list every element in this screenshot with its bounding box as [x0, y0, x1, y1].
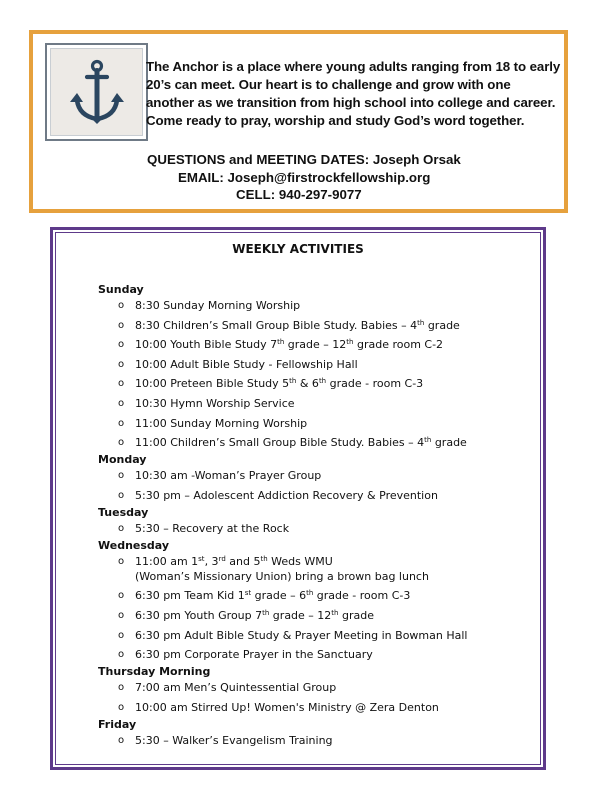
activity-item — [98, 318, 538, 333]
activity-text: 10:00 Preteen Bible Study 5th & 6th grade - room C-3 — [135, 377, 424, 391]
bullet-icon: o — [118, 734, 125, 746]
activity-text: 11:00 Sunday Morning Worship — [135, 416, 308, 430]
activity-item — [98, 647, 538, 662]
activity-text: 10:00 am Stirred Up! Women's Ministry @ Zera Denton — [135, 700, 439, 714]
weekly-activities-title: WEEKLY ACTIVITIES — [232, 242, 364, 256]
bullet-icon: o — [118, 609, 125, 621]
bullet-icon: o — [118, 339, 125, 351]
activity-text: 10:00 Youth Bible Study 7th grade – 12th grade room C-2 — [135, 338, 444, 352]
activity-item — [98, 488, 538, 503]
day-heading: Tuesday — [98, 505, 149, 519]
activity-list — [98, 680, 538, 715]
bullet-icon: o — [118, 522, 125, 534]
activity-text: 5:30 pm – Adolescent Addiction Recovery & Prevention — [135, 488, 438, 502]
activity-item — [98, 554, 538, 584]
activity-item — [98, 468, 538, 483]
activity-text: 11:00 am 1st, 3rd and 5th Weds WMU (Woman’s Missionary Union) bring a brown bag lunch — [135, 554, 429, 583]
weekly-schedule — [98, 282, 538, 748]
day-section — [98, 538, 538, 662]
activity-item — [98, 628, 538, 643]
day-heading: Thursday Morning — [98, 665, 211, 679]
activity-item — [98, 608, 538, 623]
bullet-icon: o — [118, 649, 125, 661]
activity-text: 10:30 Hymn Worship Service — [135, 396, 295, 410]
day-section — [98, 505, 538, 536]
anchor-info-box — [29, 30, 568, 213]
bullet-icon: o — [118, 319, 125, 331]
contact-email: EMAIL: Joseph@firstrockfellowship.org — [178, 169, 431, 185]
day-heading: Monday — [98, 453, 147, 467]
day-section — [98, 664, 538, 715]
bullet-icon: o — [118, 378, 125, 390]
anchor-logo — [45, 43, 148, 141]
activity-text: 6:30 pm Corporate Prayer in the Sanctuary — [135, 648, 373, 662]
activity-text: 6:30 pm Youth Group 7th grade – 12th grade — [135, 608, 374, 622]
day-heading: Sunday — [98, 283, 144, 296]
activity-item — [98, 588, 538, 603]
activity-item — [98, 416, 538, 431]
bullet-icon: o — [118, 397, 125, 409]
activity-item — [98, 376, 538, 391]
activity-text: 8:30 Sunday Morning Worship — [135, 299, 301, 312]
activity-text: 11:00 Children’s Small Group Bible Study. Babies – 4th grade — [135, 436, 467, 450]
activity-list — [98, 298, 538, 450]
activity-list — [98, 733, 538, 748]
activity-list — [98, 468, 538, 503]
bullet-icon: o — [118, 437, 125, 449]
day-section — [98, 452, 538, 503]
activity-list — [98, 521, 538, 536]
bullet-icon: o — [118, 470, 125, 482]
day-section — [98, 717, 538, 748]
contact-cell: CELL: 940-297-9077 — [236, 187, 362, 202]
activity-text: 6:30 pm Adult Bible Study & Prayer Meeting in Bowman Hall — [135, 628, 468, 642]
bullet-icon: o — [118, 590, 125, 602]
bullet-icon: o — [118, 417, 125, 429]
activity-text: 10:00 Adult Bible Study - Fellowship Hall — [135, 357, 358, 371]
day-heading: Wednesday — [98, 538, 170, 552]
activity-item — [98, 680, 538, 695]
bullet-icon: o — [118, 489, 125, 501]
activity-text: 7:00 am Men’s Quintessential Group — [135, 681, 337, 695]
day-heading: Friday — [98, 717, 137, 731]
activity-text: 6:30 pm Team Kid 1st grade – 6th grade - room C-3 — [135, 589, 411, 603]
activity-text: 5:30 – Recovery at the Rock — [135, 521, 290, 535]
day-section — [98, 282, 538, 450]
activity-item — [98, 396, 538, 411]
activity-text: 10:30 am -Woman’s Prayer Group — [135, 469, 322, 483]
contact-info — [33, 151, 564, 204]
activity-list — [98, 554, 538, 662]
bullet-icon: o — [118, 300, 125, 311]
activity-item — [98, 337, 538, 352]
activity-item — [98, 733, 538, 748]
bullet-icon: o — [118, 629, 125, 641]
bullet-icon: o — [118, 682, 125, 694]
activity-text: 5:30 – Walker’s Evangelism Training — [135, 733, 333, 747]
activity-item — [98, 521, 538, 536]
activity-item — [98, 357, 538, 372]
weekly-activities-box — [50, 227, 546, 770]
activity-item — [98, 700, 538, 715]
bullet-icon: o — [118, 358, 125, 370]
bullet-icon: o — [118, 701, 125, 713]
activity-text: 8:30 Children’s Small Group Bible Study. Babies – 4th grade — [135, 318, 460, 332]
activity-item — [98, 435, 538, 450]
bullet-icon: o — [118, 555, 125, 567]
anchor-icon — [67, 58, 127, 126]
anchor-intro-text: The Anchor is a place where young adults ranging from 18 to early 20’s can meet. Our heart is to challenge and grow with one another as we transition from high school into college and career. Come ready to pray, worship and study God’s word together. — [146, 59, 561, 128]
activity-item — [98, 298, 538, 313]
contact-questions: QUESTIONS and MEETING DATES: Joseph Orsak — [147, 152, 461, 167]
